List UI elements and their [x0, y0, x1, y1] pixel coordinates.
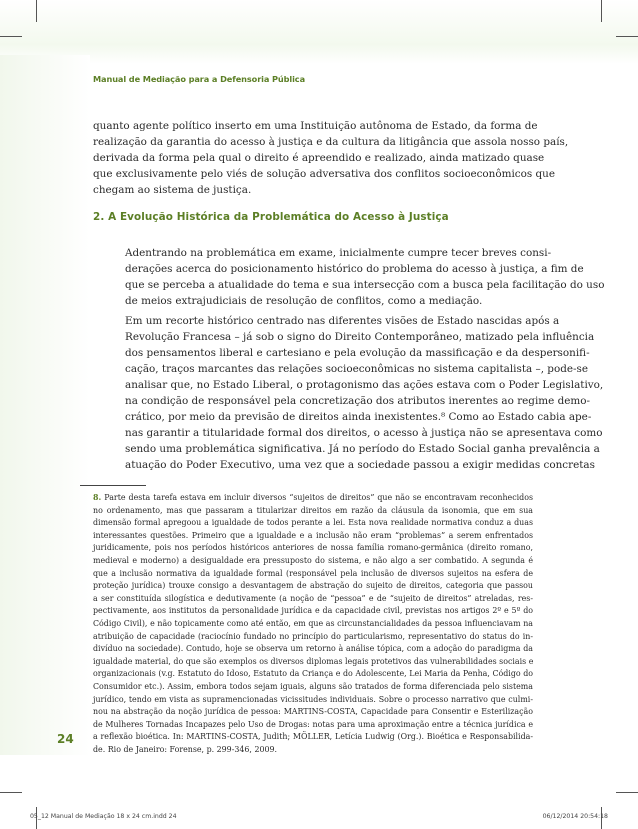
crop-mark	[36, 0, 37, 22]
footnote-line: que a inclusão normativa da igualdade formal (responsável pela inclusão de diversos sujeitos na esfera de	[93, 568, 533, 578]
crop-mark	[616, 792, 638, 793]
text-line: sendo uma problemática significativa. Já no período do Estado Social ganha prevalência a	[125, 443, 600, 455]
header-decoration	[0, 0, 638, 64]
footnote-line: organizacionais (v.g. Estatuto do Idoso, Estatuto da Criança e do Adolescente, Lei Maria da Penha, Código do	[93, 669, 533, 679]
crop-mark	[0, 792, 22, 793]
footnote	[93, 492, 533, 756]
text-line: na condição de responsável pela concretização dos atributos inerentes ao regime demo-	[125, 395, 591, 407]
footnote-line: pectivamente, aos institutos da personalidade jurídica e da capacidade civil, previstas nos artigos 2º e 5º do	[93, 606, 533, 616]
footnote-line: 8. Parte desta tarefa estava em incluir diversos “sujeitos de direitos” que não se encontravam reconhecidos	[93, 493, 533, 502]
footnote-line: a ser constituída silogística e dedutivamente (a noção de “pessoa” e de “sujeito de direitos” atreladas, res-	[93, 593, 533, 603]
footnote-line: divíduo na sociedade). Contudo, hoje se observa um retorno à análise tópica, com a adoção do paradigma da	[93, 644, 533, 654]
intro-paragraph	[93, 118, 569, 198]
footnote-line: juridicamente, pois nos períodos históricos anteriores de nossa família romano-germânica (direito romano,	[93, 543, 533, 553]
text-line: derações acerca do posicionamento histórico do problema do acesso à justiça, a fim de	[125, 263, 584, 275]
paragraph-1	[93, 245, 605, 309]
text-line: realização da garantia do acesso à justiça e da cultura da litigância que assola nosso país,	[93, 136, 569, 148]
crop-mark	[616, 36, 638, 37]
footnote-divider	[80, 485, 146, 486]
footnote-line: nou na abstração da noção jurídica de pessoa: MARTINS-COSTA, Capacidade para Consentir e Esterilização	[93, 707, 533, 717]
footnote-line: no ordenamento, mas que passaram a titularizar direitos em razão da cláusula da isonomia, que em sua	[93, 505, 533, 515]
text-line: dos pensamentos liberal e cartesiano e pela evolução da massificação e da despersonifi-	[125, 347, 590, 359]
text-line: Adentrando na problemática em exame, inicialmente cumpre tecer breves consi-	[125, 247, 552, 259]
footnote-line: proteção jurídica) trouxe consigo a desvantagem de abstração do sujeito de direitos, categoria que passou	[93, 581, 533, 591]
footnote-line: igualdade material, do que são exemplos os diversos diplomas legais protetivos das vulnerabilidades sociais e	[93, 656, 534, 666]
footnote-line: a reflexão bioética. In: MARTINS-COSTA, Judith; MÖLLER, Letícia Ludwig (Org.). Bioética e Responsabilida-	[93, 732, 533, 742]
footnote-line: dimensão formal apregoou a igualdade de todos perante a lei. Esta nova realidade normativa conduz a duas	[93, 518, 533, 528]
print-slug-file: 05_12 Manual de Mediação 18 x 24 cm.indd 24	[30, 813, 177, 820]
text-line: de meios extrajudiciais de resolução de conflitos, como a mediação.	[125, 295, 483, 307]
footnote-number: 8.	[93, 493, 102, 502]
text-line: Revolução Francesa – já sob o signo do Direito Contemporâneo, matizado pela influência	[125, 331, 595, 343]
text-line: nas garantir a titularidade formal dos direitos, o acesso à justiça não se apresentava como	[125, 427, 603, 439]
paragraph-2	[93, 313, 604, 473]
footnote-line: de. Rio de Janeiro: Forense, p. 299-346, 2009.	[93, 744, 278, 754]
text-line: analisar que, no Estado Liberal, o protagonismo das ações estava com o Poder Legislativo,	[125, 379, 604, 391]
crop-mark	[0, 36, 22, 37]
text-line: crático, por meio da previsão de direitos ainda inexistentes.⁸ Como ao Estado cabia ape-	[125, 411, 592, 423]
margin-decoration	[0, 55, 90, 755]
footnote-line: jurídico, tendo em vista as supramencionadas vicissitudes individuais. Sobre o processo narrativo que culmi-	[93, 694, 533, 704]
text-line: Em um recorte histórico centrado nas diferentes visões de Estado nascidas após a	[125, 315, 560, 327]
footnote-line: atribuição de capacidade (raciocínio fundado no princípio do particularismo, representativo do status do in-	[93, 631, 533, 641]
print-slug-date: 06/12/2014 20:54:18	[542, 813, 608, 820]
running-head: Manual de Mediação para a Defensoria Pública	[93, 74, 305, 84]
footnote-line: interessantes questões. Primeiro que a igualdade e a inclusão não eram “problemas” a serem enfrentados	[93, 530, 533, 540]
text-line: atuação do Poder Executivo, uma vez que a sociedade passou a exigir medidas concretas	[125, 459, 595, 471]
text-line: que se perceba a atualidade do tema e sua intersecção com a busca pela facilitação do uso	[125, 279, 605, 291]
crop-mark	[601, 0, 602, 22]
text-line: quanto agente político inserto em uma Instituição autônoma de Estado, da forma de	[93, 120, 538, 132]
footnote-line: Código Civil), e não topicamente como até então, em que as circunstancialidades da pessoa influenciavam na	[93, 618, 533, 628]
footnote-line: medieval e moderno) a desigualdade era pressuposto do sistema, e não algo a ser combatido. A segunda é	[93, 555, 533, 565]
text-line: derivada da forma pela qual o direito é apreendido e realizado, ainda matizado quase	[93, 152, 545, 164]
text-line: cação, traços marcantes das relações socioeconômicas no sistema capitalista –, pode-se	[125, 363, 589, 375]
page-number: 24	[57, 732, 74, 746]
text-line: chegam ao sistema de justiça.	[93, 184, 252, 196]
footnote-line: Consumidor etc.). Assim, embora todos sejam iguais, alguns são tratados de forma diferenciada pelo sistema	[93, 681, 533, 691]
text-line: que exclusivamente pelo viés de solução adversativa dos conflitos socioeconômicos que	[93, 168, 556, 180]
footnote-line: de Mulheres Tornadas Incapazes pelo Uso de Drogas: notas para uma aproximação entre a técnica jurídica e	[93, 719, 533, 729]
section-heading: 2. A Evolução Histórica da Problemática do Acesso à Justiça	[93, 211, 449, 223]
